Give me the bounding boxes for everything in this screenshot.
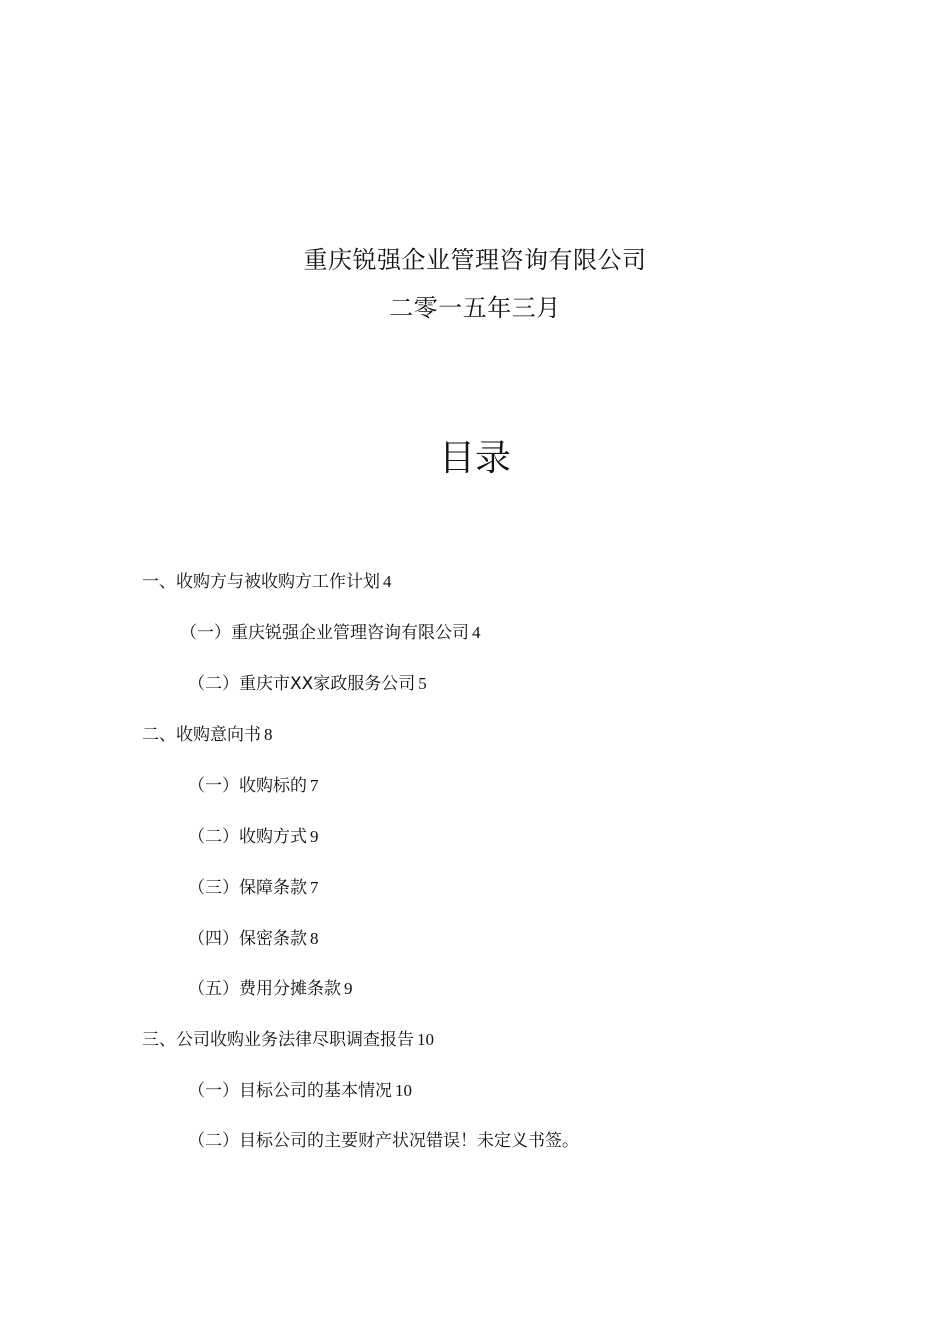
- toc-entry-text: （二）目标公司的主要财产状况错误！未定义书签。: [188, 1131, 579, 1151]
- toc-entry-text: （一）收购标的: [188, 776, 307, 796]
- toc-entry-page: 9: [344, 979, 353, 998]
- toc-entry-text: 二、收购意向书: [142, 725, 261, 745]
- toc-entry[interactable]: [188, 775, 319, 797]
- toc-entry[interactable]: [180, 622, 481, 644]
- toc-entry[interactable]: [142, 1029, 434, 1051]
- toc-entry-page: 4: [472, 623, 481, 642]
- toc-entry-page: 4: [383, 572, 392, 591]
- toc-entry-text: （五）费用分摊条款: [188, 979, 341, 999]
- toc-entry-page: 10: [395, 1081, 412, 1100]
- toc-entry-page: 9: [310, 827, 319, 846]
- toc-entry[interactable]: [142, 571, 392, 593]
- toc-entry[interactable]: [188, 928, 319, 950]
- toc-entry-text: 一、收购方与被收购方工作计划: [142, 572, 380, 592]
- toc-entry-page: 7: [310, 878, 319, 897]
- toc-entry-text: （三）保障条款: [188, 878, 307, 898]
- toc-entry-text: 三、公司收购业务法律尽职调查报告: [142, 1030, 414, 1050]
- toc-entry-text: （二）重庆市XX家政服务公司: [188, 674, 416, 694]
- toc-entry-page: 5: [418, 674, 427, 693]
- toc-entry[interactable]: [188, 1080, 412, 1102]
- toc-entry[interactable]: [188, 1130, 582, 1152]
- toc-entry-text: （一）重庆锐强企业管理咨询有限公司: [180, 623, 469, 643]
- toc-entry[interactable]: [188, 877, 319, 899]
- company-name: 重庆锐强企业管理咨询有限公司: [303, 246, 647, 274]
- report-date: 二零一五年三月: [389, 294, 561, 322]
- toc-entry[interactable]: [188, 826, 319, 848]
- toc-title: 目录: [438, 438, 511, 479]
- toc-entry-text: （四）保密条款: [188, 929, 307, 949]
- toc-entry-page: 8: [310, 929, 319, 948]
- toc-entry-page: 7: [310, 776, 319, 795]
- toc-entry[interactable]: [142, 724, 273, 746]
- toc-entry-page: 8: [264, 725, 273, 744]
- toc-entry[interactable]: [188, 978, 353, 1000]
- toc-entry-text: （二）收购方式: [188, 827, 307, 847]
- toc-entry-text: （一）目标公司的基本情况: [188, 1081, 392, 1101]
- toc-entry-page: 10: [417, 1030, 434, 1049]
- toc-entry[interactable]: [188, 673, 427, 695]
